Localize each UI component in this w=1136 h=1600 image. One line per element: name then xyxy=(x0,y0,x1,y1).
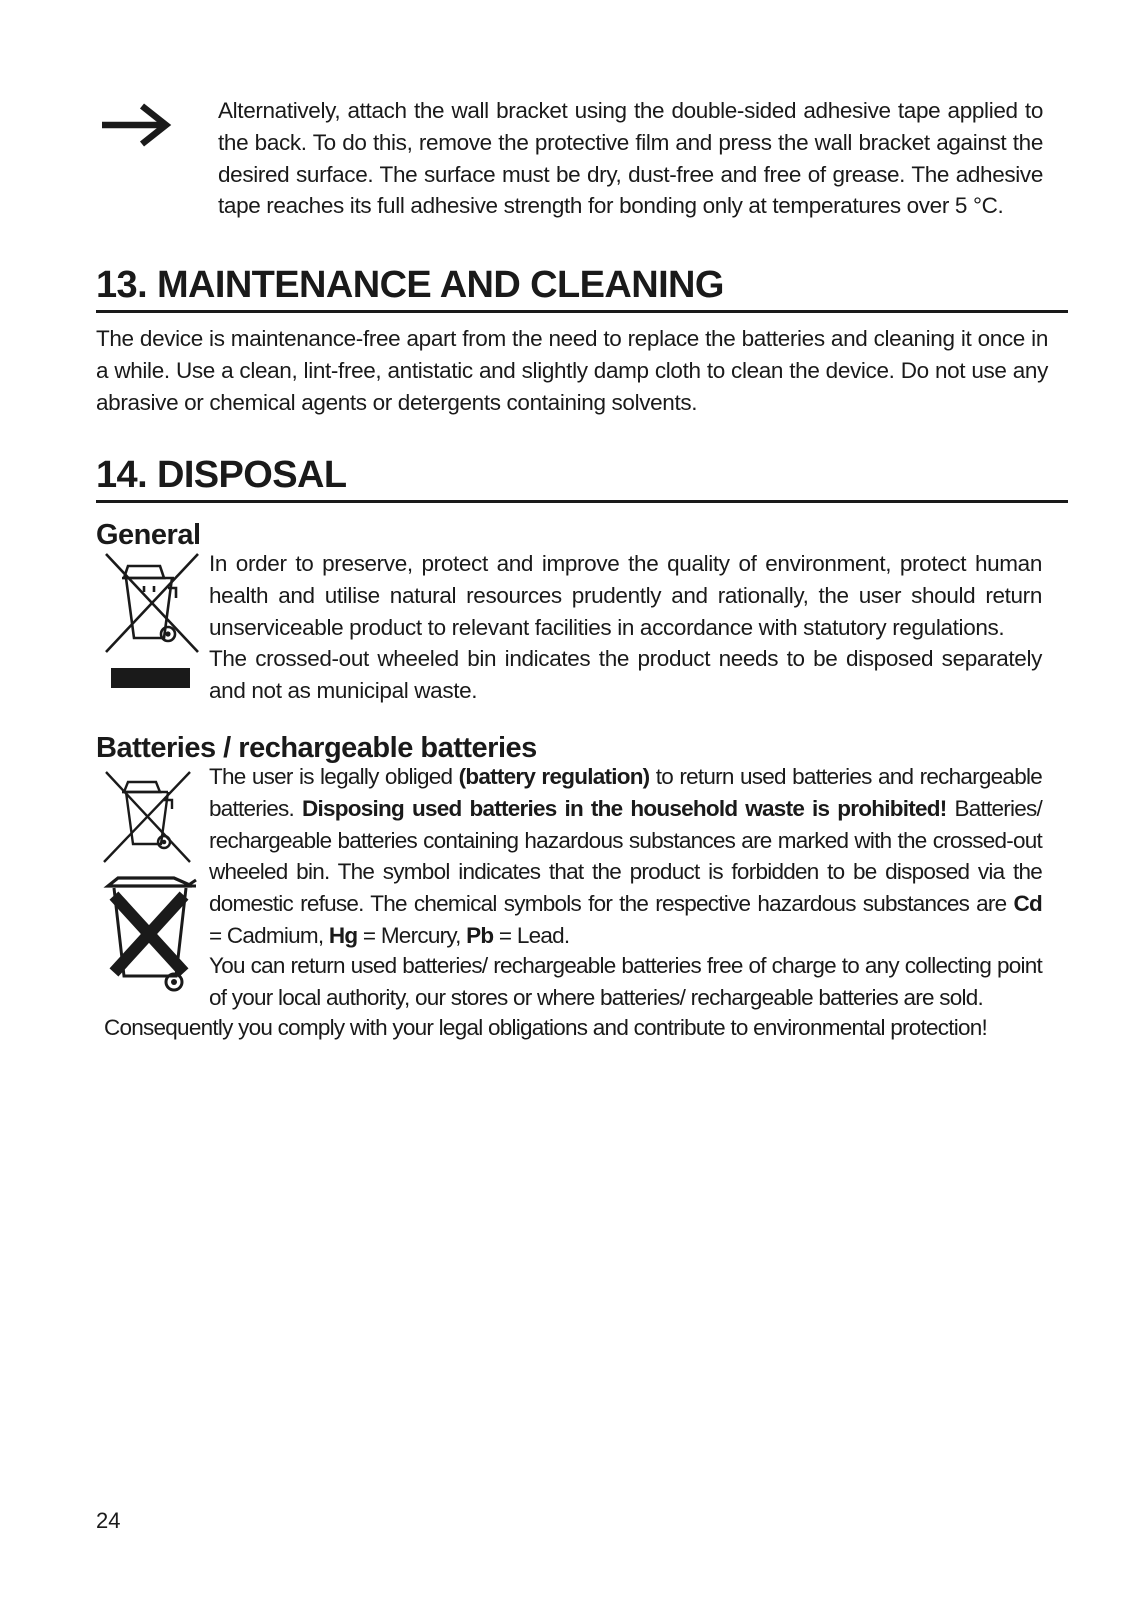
chemical-symbol-cd: Cd xyxy=(1013,891,1042,917)
chemical-name-lead: = Lead. xyxy=(493,922,570,948)
batteries-text: to return used batteries and rechargeable batteries. xyxy=(209,764,1042,821)
disposal-heading: 14. DISPOSAL xyxy=(96,453,1068,503)
general-paragraph-1: In order to preserve, protect and improve the quality of environment, protect human health and utilise natural resources prudently and rationally, the user should return unserviceable product to relevant facilities in accordance with statutory regulations. xyxy=(209,551,1042,640)
batteries-text: The user is legally obliged xyxy=(209,764,459,789)
prohibition-warning: Disposing used batteries in the household waste is prohibited! xyxy=(302,795,947,821)
batteries-paragraph-1 xyxy=(209,761,1042,952)
arrow-right-icon xyxy=(100,103,172,147)
batteries-paragraph-3: Consequently you comply with your legal obligations and contribute to environmental protection! xyxy=(104,1015,988,1040)
maintenance-heading: 13. MAINTENANCE AND CLEANING xyxy=(96,263,1068,313)
page-number: 24 xyxy=(96,1508,121,1533)
maintenance-body: The device is maintenance-free apart from the need to replace the batteries and cleaning it once in a while. Use a clean, lint-free, antistatic and slightly damp cloth to clean the device. Do not use any abrasive or chemical agents or detergents containing solvents. xyxy=(96,326,1048,415)
general-subheading: General xyxy=(96,519,201,551)
battery-bin-icon xyxy=(100,870,204,996)
chemical-symbol-hg: Hg xyxy=(328,922,358,948)
chemical-name-mercury: = Mercury, xyxy=(357,922,467,948)
general-paragraph-2: The crossed-out wheeled bin indicates the product needs to be disposed separately and not as municipal waste. xyxy=(209,646,1042,703)
batteries-paragraph-2: You can return used batteries/ rechargeable batteries free of charge to any collecting point of your local authority, our stores or where batteries/ rechargeable batteries are sold. xyxy=(209,953,1042,1010)
chemical-symbol-pb: Pb xyxy=(466,922,494,948)
chemical-name-cadmium: = Cadmium, xyxy=(209,922,329,948)
crossed-bin-icon xyxy=(102,550,202,692)
batteries-subheading: Batteries / rechargeable batteries xyxy=(96,732,537,764)
batteries-text: Batteries/ rechargeable batteries containing hazardous substances are marked with the crossed-out wheeled bin. The symbol indicates that the product is forbidden to be disposed via the domestic refuse. The chemical symbols for the respective hazardous substances are xyxy=(209,795,1042,917)
wall-bracket-note: Alternatively, attach the wall bracket using the double-sided adhesive tape applied to the back. To do this, remove the protective film and press the wall bracket against the desired surface. The surface must be dry, dust-free and free of grease. The adhesive tape reaches its full adhesive strength for bonding only at temperatures over 5 °C. xyxy=(218,98,1043,219)
battery-regulation-text: (battery regulation) xyxy=(458,764,650,789)
crossed-bin-icon xyxy=(102,768,192,866)
